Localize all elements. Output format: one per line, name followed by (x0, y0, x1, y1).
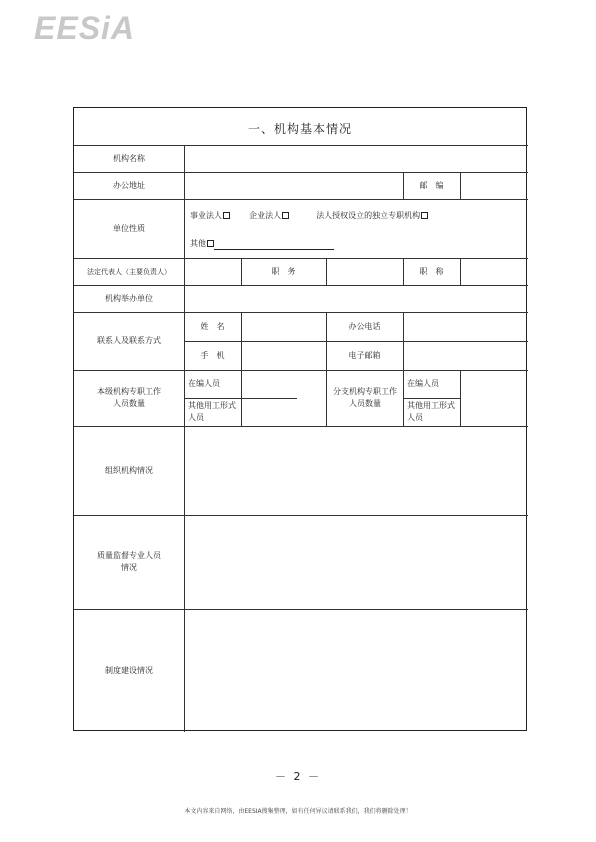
footer-disclaimer: 本文内容来自网络，由EESIA搜集整理，如有任何异议请联系我们，我们将删除处理！ (184, 808, 412, 815)
eesia-logo: EESiA (34, 10, 136, 46)
label-email: 电子邮箱 (348, 350, 381, 360)
checkbox-icon[interactable] (282, 212, 289, 219)
institution-basic-info-form (73, 107, 527, 731)
input-office-address[interactable] (184, 172, 403, 199)
checkbox-icon[interactable] (223, 212, 230, 219)
option-authorized-independent[interactable]: 法人授权设立的独立专职机构 (316, 211, 428, 220)
label-system: 制度建设情况 (105, 665, 153, 675)
other-fill-line[interactable] (214, 241, 334, 250)
input-position[interactable] (326, 258, 403, 285)
label-staff-main: 本级机构专职工作人员数量 (97, 387, 161, 408)
input-qs-staff[interactable] (184, 515, 528, 609)
input-email[interactable] (403, 341, 528, 370)
input-other-staff-main[interactable] (241, 398, 326, 426)
section-title: 一、机构基本情况 (247, 122, 352, 136)
input-title[interactable] (460, 258, 528, 285)
input-office-phone[interactable] (403, 312, 528, 341)
checkbox-icon[interactable] (207, 240, 214, 247)
label-staff-branch: 分支机构专职工作人员数量 (333, 387, 397, 408)
label-org-unit: 机构举办单位 (105, 293, 153, 303)
label-position: 职 务 (271, 266, 296, 276)
label-unit-nature: 单位性质 (113, 223, 145, 233)
input-org-name[interactable] (184, 145, 528, 172)
page-number: － 2 － (275, 770, 321, 783)
option-other[interactable]: 其他 (190, 238, 390, 250)
input-org-structure[interactable] (184, 426, 528, 515)
checkbox-icon[interactable] (421, 212, 428, 219)
label-mobile: 手 机 (200, 350, 225, 360)
label-contact: 联系人及联系方式 (97, 336, 161, 345)
input-postcode[interactable] (460, 172, 528, 199)
label-qs-staff: 质量监督专业人员情况 (97, 551, 161, 572)
input-name[interactable] (241, 312, 326, 341)
label-on-staff-branch: 在编人员 (407, 379, 439, 388)
label-legal-rep: 法定代表人（主要负责人） (87, 267, 171, 276)
option-public-institution[interactable]: 事业法人 (190, 211, 230, 220)
input-legal-rep[interactable] (184, 258, 241, 285)
input-system[interactable] (184, 609, 528, 732)
input-on-staff-main[interactable] (241, 370, 326, 398)
label-other-staff-branch: 其他用工形式人员 (407, 401, 455, 422)
label-name: 姓 名 (200, 321, 225, 331)
label-other-staff-main: 其他用工形式人员 (188, 401, 236, 422)
label-postcode: 邮 编 (419, 180, 444, 190)
label-title: 职 称 (419, 266, 444, 276)
input-other-staff-branch[interactable] (460, 398, 528, 426)
input-mobile[interactable] (241, 341, 326, 370)
option-enterprise[interactable]: 企业法人 (249, 211, 289, 220)
input-on-staff-branch[interactable] (460, 370, 528, 398)
label-office-address: 办公地址 (113, 180, 145, 190)
col-divider (326, 370, 327, 426)
label-org-structure: 组织机构情况 (105, 465, 153, 475)
label-office-phone: 办公电话 (348, 321, 381, 331)
label-org-name: 机构名称 (113, 153, 145, 163)
input-org-unit[interactable] (184, 285, 528, 312)
unit-nature-options (190, 210, 520, 222)
label-on-staff-main: 在编人员 (188, 379, 220, 388)
